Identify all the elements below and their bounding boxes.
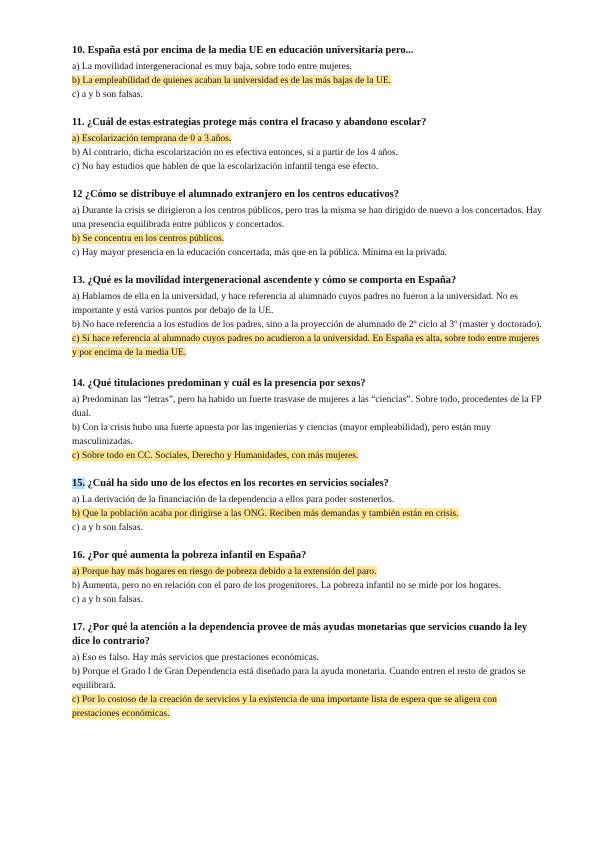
option-a-highlighted: a) Porque hay más hogares en riesgo de pobreza debido a la extensión del paro.	[72, 566, 377, 577]
question-number: 15.	[72, 478, 85, 489]
option-a: a) La derivación de la financiación de la dependencia a ellos para poder sostenerlos.	[72, 494, 395, 505]
option-b-highlighted: b) La empleabilidad de quienes acaban la universidad es de las más bajas de la UE.	[72, 75, 392, 86]
question-title: 13. ¿Qué es la movilidad intergeneracional ascendente y cómo se comporta en España?	[72, 275, 457, 286]
option-b: b) No hace referencia a los estudios de los padres, sino a la proyección de alumnado de 2º ciclo al 3º (master y doctorado).	[72, 319, 542, 330]
option-a-highlighted: a) Escolarización temprana de 0 a 3 años.	[72, 133, 232, 144]
option-b-highlighted: b) Se concentra en los centros públicos.	[72, 233, 225, 244]
option-c: c) a y b son falsas.	[72, 594, 143, 605]
question-16	[72, 549, 542, 607]
option-c-highlighted: c) Sobre todo en CC. Sociales, Derecho y Humanidades, con más mujeres.	[72, 450, 359, 461]
question-title: 11. ¿Cuál de estas estrategias protege más contra el fracaso y abandono escolar?	[72, 117, 427, 128]
question-title: 16. ¿Por qué aumenta la pobreza infantil en España?	[72, 550, 307, 561]
option-b: b) Aumenta, pero no en relación con el paro de los progenitores. La pobreza infantil no se mide por los hogares.	[72, 580, 502, 591]
question-12	[72, 188, 542, 260]
option-c: c) a y b son falsas.	[72, 89, 143, 100]
question-10	[72, 44, 542, 102]
question-list	[72, 44, 542, 735]
option-b-highlighted: b) Que la población acaba por dirigirse a las ONG. Reciben más demandas y también están en crisis.	[72, 508, 459, 519]
option-c: c) a y b son falsas.	[72, 522, 143, 533]
option-c: c) No hay estudios que hablen de que la escolarización infantil tenga ese efecto.	[72, 161, 379, 172]
question-title: 12 ¿Cómo se distribuye el alumnado extranjero en los centros educativos?	[72, 189, 399, 200]
option-c: c) Hay mayor presencia en la educación concertada, más que en la pública. Mínima en la privada.	[72, 247, 447, 258]
question-title: 14. ¿Qué titulaciones predominan y cuál es la presencia por sexos?	[72, 378, 366, 389]
option-b: b) Porque el Grado I de Gran Dependencia está diseñado para la ayuda monetaria. Cuando entren el resto de grados se equilibrará.	[72, 666, 526, 691]
option-a: a) Durante la crisis se dirigieron a los centros públicos, pero tras la misma se han dirigido de nuevo a los concertados. Hay una presencia equilibrada entre públicos y concertados.	[72, 205, 542, 230]
option-c-highlighted: c) Por lo costoso de la creación de servicios y la existencia de una importante lista de espera que se aligera con prestaciones económicas.	[72, 694, 497, 719]
question-15	[72, 477, 542, 535]
option-a: a) Predominan las “letras”, pero ha habido un fuerte trasvase de mujeres a las “ciencias”. Sobre todo, procedentes de la FP dual.	[72, 394, 542, 419]
option-c-highlighted: c) Sí hace referencia al alumnado cuyos padres no acudieron a la universidad. En España es alta, sobre todo entre mujeres y por encima de la media UE.	[72, 333, 540, 358]
option-b: b) Al contrario, dicha escolarización no es efectiva entonces, sí a partir de los 4 años.	[72, 147, 399, 158]
option-a: a) La movilidad intergeneracional es muy baja, sobre todo entre mujeres.	[72, 61, 353, 72]
question-title: 10. España está por encima de la media UE en educación universitaria pero...	[72, 45, 414, 56]
question-13	[72, 274, 542, 360]
question-14	[72, 377, 542, 463]
question-title: 15. ¿Cuál ha sido uno de los efectos en los recortes en servicios sociales?	[72, 478, 389, 489]
option-b: b) Con la crisis hubo una fuerte apuesta por las ingenierías y ciencias (mayor empleabilidad), pero están muy masculinizadas.	[72, 422, 491, 447]
option-a: a) Eso es falso. Hay más servicios que prestaciones económicas.	[72, 652, 319, 663]
question-17	[72, 621, 542, 721]
question-title: 17. ¿Por qué la atención a la dependencia provee de más ayudas monetarias que servicios cuando la ley dice lo contrario?	[72, 622, 528, 647]
question-11	[72, 116, 542, 174]
option-a: a) Hablamos de ella en la universidad, y hace referencia al alumnado cuyos padres no fueron a la universidad. No es importante y está varios puntos por debajo de la UE.	[72, 291, 518, 316]
